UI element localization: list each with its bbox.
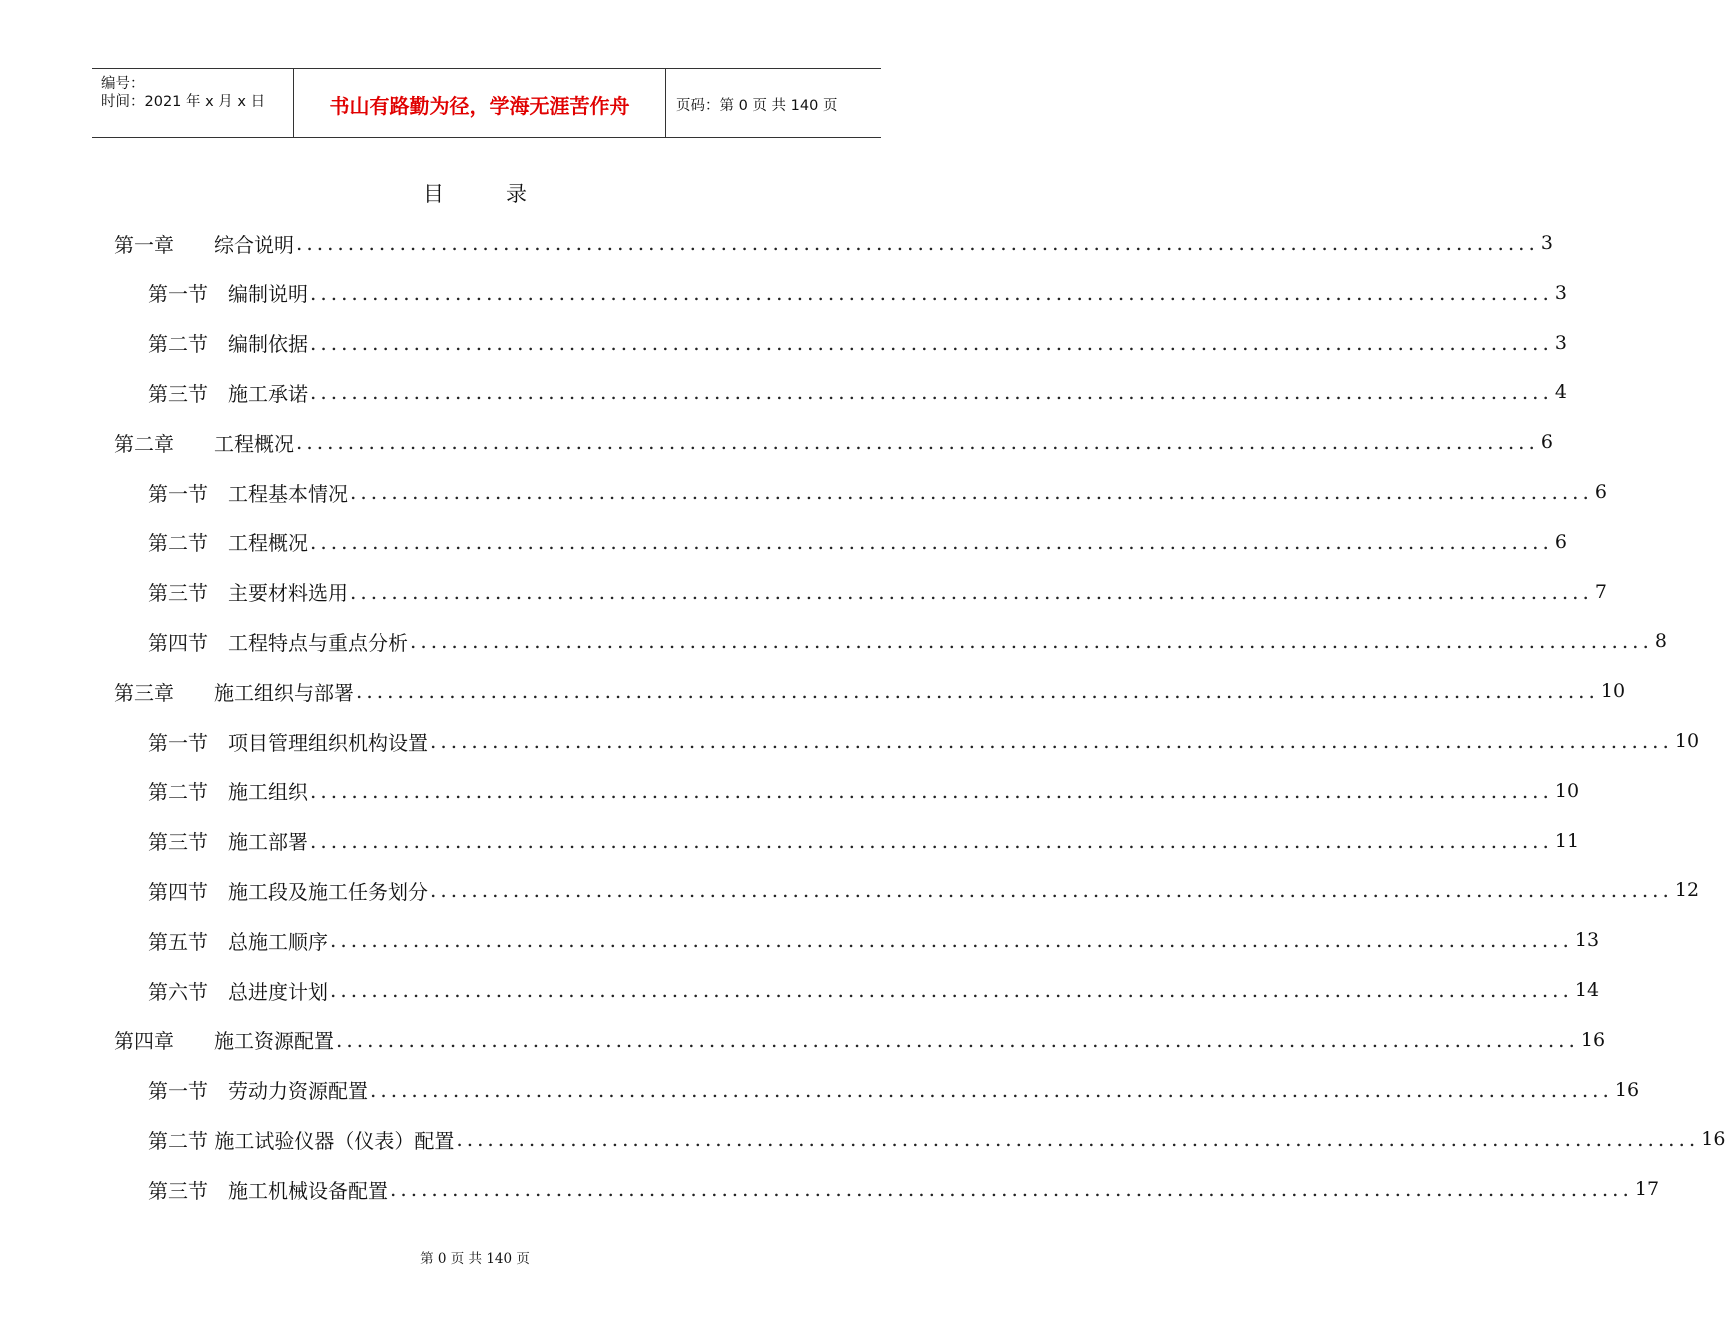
toc-entry-page: 3 xyxy=(1540,232,1553,254)
toc-entry[interactable] xyxy=(148,716,1700,766)
toc-entry-label: 第二节 施工试验仪器（仪表）配置 xyxy=(148,1128,455,1153)
page-header xyxy=(92,68,881,138)
header-page-cell xyxy=(666,69,881,137)
toc-leader-dots: ........................................................................................................................ xyxy=(296,430,1539,455)
toc-entry-label: 第五节 总施工顺序 xyxy=(148,929,328,954)
toc-entry-label: 第六节 总进度计划 xyxy=(148,979,328,1004)
header-motto: 书山有路勤为径，学海无涯苦作舟 xyxy=(329,94,630,118)
toc-entry-label: 第三节 施工承诺 xyxy=(148,381,308,406)
toc-entry[interactable] xyxy=(148,318,1567,368)
toc-entry-page: 8 xyxy=(1654,630,1667,653)
toc-entry[interactable] xyxy=(148,915,1600,965)
toc-entry[interactable] xyxy=(148,268,1567,318)
doc-number-label: 编号： xyxy=(101,76,145,92)
toc-entry-label: 第三章 施工组织与部署 xyxy=(114,680,354,705)
toc-entry[interactable] xyxy=(148,1164,1660,1214)
toc-leader-dots: ........................................................................................................................ xyxy=(410,629,1653,654)
toc-leader-dots: ........................................................................................................................ xyxy=(350,480,1593,504)
toc-entry[interactable] xyxy=(148,367,1567,417)
toc-leader-dots: ........................................................................................................................ xyxy=(330,978,1573,1002)
toc-entry[interactable] xyxy=(114,1015,1606,1065)
toc-leader-dots: ........................................................................................................................ xyxy=(390,1177,1633,1202)
toc-entry[interactable] xyxy=(148,616,1667,666)
toc-leader-dots: ........................................................................................................................ xyxy=(310,778,1553,803)
toc-entry-page: 16 xyxy=(1701,1128,1725,1151)
toc-entry[interactable] xyxy=(148,517,1567,567)
toc-entry-label: 第一节 劳动力资源配置 xyxy=(148,1079,368,1104)
toc-entry-page: 10 xyxy=(1600,680,1626,703)
header-meta-cell xyxy=(92,69,293,137)
toc-entry-page: 10 xyxy=(1554,779,1580,802)
toc-leader-dots: ........................................................................................................................ xyxy=(350,579,1593,604)
page-footer: 第 0 页 共 140 页 xyxy=(420,1251,530,1267)
toc-entry-label: 第三节 主要材料选用 xyxy=(148,581,348,606)
toc-leader-dots: ........................................................................................................................ xyxy=(310,280,1553,305)
toc-entry-label: 第四章 施工资源配置 xyxy=(114,1029,334,1054)
toc-leader-dots: ........................................................................................................................ xyxy=(310,529,1553,554)
toc-entry-page: 6 xyxy=(1594,481,1607,503)
toc-entry-page: 10 xyxy=(1674,730,1700,752)
toc-entry-label: 第四节 施工段及施工任务划分 xyxy=(148,879,428,904)
toc-leader-dots: ........................................................................................................................ xyxy=(356,679,1599,704)
toc-entry-label: 第三节 施工机械设备配置 xyxy=(148,1178,388,1203)
toc-entry-page: 13 xyxy=(1574,929,1600,952)
toc-leader-dots: ........................................................................................................................ xyxy=(430,729,1673,753)
toc-entry[interactable] xyxy=(148,766,1580,816)
toc-entry-label: 第四节 工程特点与重点分析 xyxy=(148,630,408,655)
toc-entry-page: 4 xyxy=(1554,381,1567,404)
toc-entry-label: 第二节 工程概况 xyxy=(148,531,308,556)
toc-title: 目录 xyxy=(423,182,589,206)
toc-entry-page: 16 xyxy=(1614,1078,1640,1101)
toc-entry-label: 第一章 综合说明 xyxy=(114,232,294,257)
toc-entry-page: 7 xyxy=(1594,580,1607,603)
toc-entry-page: 11 xyxy=(1554,829,1580,852)
toc-leader-dots: ........................................................................................................................ xyxy=(336,1027,1579,1052)
toc-entry[interactable] xyxy=(148,865,1700,915)
toc-entry[interactable] xyxy=(114,218,1553,268)
toc-entry[interactable] xyxy=(148,1114,1725,1164)
toc-leader-dots: ........................................................................................................................ xyxy=(430,878,1673,903)
toc-entry-label: 第二章 工程概况 xyxy=(114,431,294,456)
toc-entry-page: 6 xyxy=(1540,431,1553,454)
toc-entry-page: 3 xyxy=(1554,281,1567,304)
toc-entry-page: 16 xyxy=(1580,1028,1606,1051)
toc-entry[interactable] xyxy=(148,1065,1640,1115)
toc-entry-page: 14 xyxy=(1574,979,1600,1001)
toc-leader-dots: ........................................................................................................................ xyxy=(370,1077,1613,1102)
toc-entry-label: 第一节 工程基本情况 xyxy=(148,481,348,506)
toc-leader-dots: ........................................................................................................................ xyxy=(310,828,1553,853)
toc-leader-dots: ........................................................................................................................ xyxy=(330,928,1573,953)
toc-entry-label: 第二节 施工组织 xyxy=(148,780,308,805)
doc-time-label: 时间：2021 年 x 月 x 日 xyxy=(101,94,266,110)
toc-entry-page: 12 xyxy=(1674,879,1700,902)
toc-entry-page: 3 xyxy=(1554,331,1567,354)
header-motto-cell xyxy=(293,69,666,137)
toc-entry[interactable] xyxy=(114,417,1553,467)
toc-entry[interactable] xyxy=(148,816,1580,866)
toc-leader-dots: ........................................................................................................................ xyxy=(310,380,1553,405)
toc-leader-dots: ........................................................................................................................ xyxy=(296,231,1539,255)
toc-leader-dots: ........................................................................................................................ xyxy=(456,1127,1700,1152)
toc-entry-page: 17 xyxy=(1634,1178,1660,1201)
toc-entry[interactable] xyxy=(148,567,1607,617)
toc-entry-page: 6 xyxy=(1554,530,1567,553)
toc-entry[interactable] xyxy=(114,666,1626,716)
toc-entry[interactable] xyxy=(148,965,1600,1015)
header-page-info: 页码：第 0 页 共 140 页 xyxy=(676,98,838,114)
toc-entry-label: 第一节 编制说明 xyxy=(148,282,308,307)
toc-entry-label: 第一节 项目管理组织机构设置 xyxy=(148,730,428,755)
toc-entry-label: 第三节 施工部署 xyxy=(148,830,308,855)
toc-entry[interactable] xyxy=(148,467,1607,517)
toc-entry-label: 第二节 编制依据 xyxy=(148,332,308,357)
toc-leader-dots: ........................................................................................................................ xyxy=(310,330,1553,355)
